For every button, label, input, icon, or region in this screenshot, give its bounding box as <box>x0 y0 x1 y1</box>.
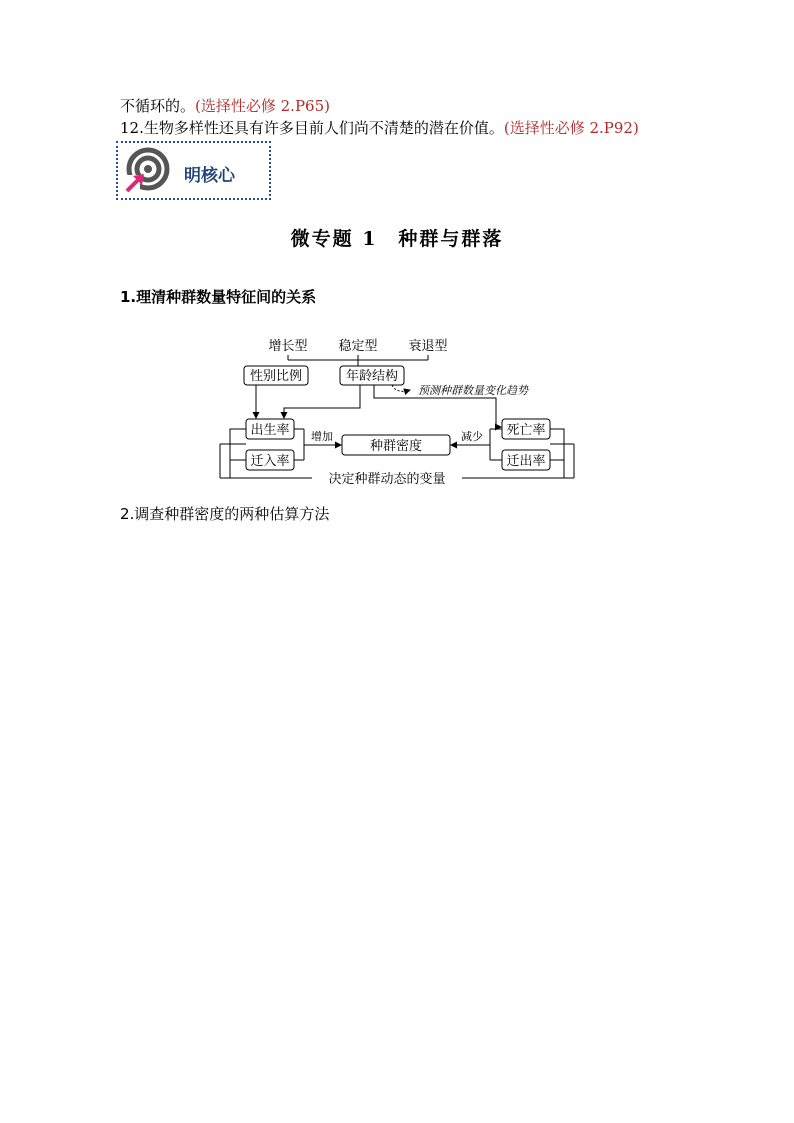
emigration-rate-label: 迁出率 <box>506 454 546 469</box>
type-stable: 稳定型 <box>338 339 378 354</box>
line1-reference: (选择性必修 2.P65) <box>195 97 330 115</box>
section-2-heading: 2.调查种群密度的两种估算方法 <box>120 505 330 523</box>
type-decline: 衰退型 <box>408 339 448 354</box>
text-line-2 <box>120 118 639 138</box>
target-arrow-icon <box>120 145 172 197</box>
increase-label: 增加 <box>311 430 333 443</box>
text-line-1 <box>120 96 330 116</box>
section-1-heading: 1.理清种群数量特征间的关系 <box>120 288 317 306</box>
sex-ratio-label: 性别比例 <box>249 369 303 384</box>
page-title: 微专题 1 种群与群落 <box>290 228 504 250</box>
immigration-rate-label: 迁入率 <box>250 454 290 469</box>
line2-reference: (选择性必修 2.P92) <box>503 119 639 137</box>
bottom-label: 决定种群动态的变量 <box>328 472 446 487</box>
section-badge <box>116 141 271 200</box>
line1-main: 不循环的。 <box>120 97 196 115</box>
type-growth: 增长型 <box>268 339 308 354</box>
decrease-label: 减少 <box>461 430 483 443</box>
prediction-label: 预测种群数量变化趋势 <box>418 384 528 397</box>
death-rate-label: 死亡率 <box>506 423 546 438</box>
density-label: 种群密度 <box>369 439 423 454</box>
badge-label: 明核心 <box>184 166 235 186</box>
line2-main: 12.生物多样性还具有许多目前人们尚不清楚的潜在价值。 <box>120 119 504 137</box>
population-relationship-diagram <box>200 328 590 490</box>
birth-rate-label: 出生率 <box>250 423 290 438</box>
age-structure-label: 年龄结构 <box>345 369 399 384</box>
